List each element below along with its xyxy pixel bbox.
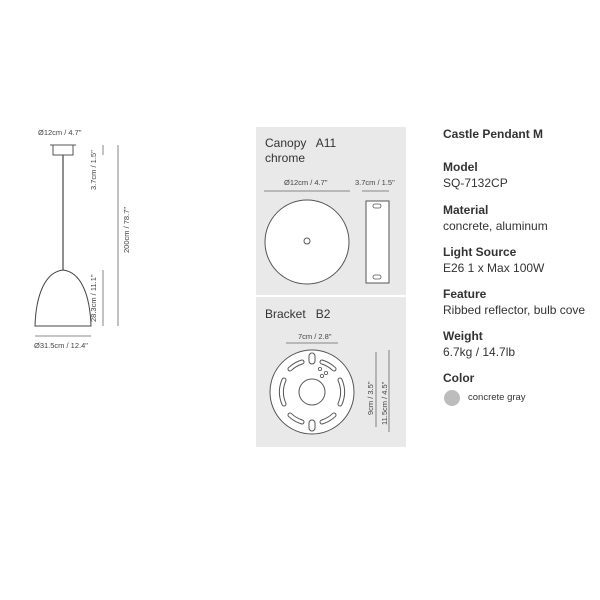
canopy-panel-depth-label: 3.7cm / 1.5" xyxy=(355,178,395,187)
bracket-inner-height-label: 9cm / 3.5" xyxy=(366,381,375,415)
canopy-panel-width-label: Ø12cm / 4.7" xyxy=(284,178,328,187)
bracket-drawing xyxy=(256,297,406,447)
bracket-slot-top xyxy=(309,353,315,364)
product-title: Castle Pendant M xyxy=(443,127,544,141)
spec-label-feature: Feature xyxy=(443,287,487,301)
canopy-width-label: Ø12cm / 4.7" xyxy=(38,128,82,137)
canopy-name: Canopy xyxy=(265,136,307,150)
spec-label-model: Model xyxy=(443,160,478,174)
canopy-center-hole xyxy=(304,238,310,244)
lamp-shade xyxy=(35,270,91,326)
spec-label-light-source: Light Source xyxy=(443,245,517,259)
bracket-hole-1 xyxy=(318,367,321,370)
canopy-side-view xyxy=(366,201,389,283)
bracket-slot-spacing-label: 7cm / 2.8" xyxy=(298,332,332,341)
canopy-drawing xyxy=(256,127,406,295)
spec-value-feature: Ribbed reflector, bulb cove xyxy=(443,303,586,317)
canopy-height-label: 3.7cm / 1.5" xyxy=(89,150,98,190)
bracket-code: B2 xyxy=(315,307,331,321)
bracket-hole-2 xyxy=(324,371,327,374)
color-name: concrete gray xyxy=(468,392,526,403)
shade-width-label: Ø31.5cm / 12.4" xyxy=(34,341,88,350)
lamp-canopy xyxy=(53,145,73,155)
bracket-slot-bottom xyxy=(309,420,315,431)
shade-height-label: 28.3cm / 11.1" xyxy=(89,274,98,322)
spec-label-weight: Weight xyxy=(443,329,483,343)
spec-value-weight: 6.7kg / 14.7lb xyxy=(443,345,516,359)
spec-value-model: SQ-7132CP xyxy=(443,176,508,190)
canopy-side-slot-bottom xyxy=(373,275,381,279)
bracket-hole-3 xyxy=(320,374,323,377)
canopy-finish: chrome xyxy=(265,151,306,165)
canopy-side-slot-top xyxy=(373,204,381,208)
total-height-label: 200cm / 78.7" xyxy=(122,206,131,253)
bracket-name: Bracket xyxy=(265,307,306,321)
spec-label-color: Color xyxy=(443,371,475,385)
canopy-code: A11 xyxy=(315,136,337,150)
color-swatch xyxy=(444,390,460,406)
bracket-panel xyxy=(256,297,406,447)
spec-value-light-source: E26 1 x Max 100W xyxy=(443,261,545,275)
spec-value-material: concrete, aluminum xyxy=(443,219,548,233)
bracket-outer-height-label: 11.5cm / 4.5" xyxy=(380,381,389,425)
canopy-panel xyxy=(256,127,406,295)
bracket-center-hole xyxy=(299,379,325,405)
spec-label-material: Material xyxy=(443,203,489,217)
